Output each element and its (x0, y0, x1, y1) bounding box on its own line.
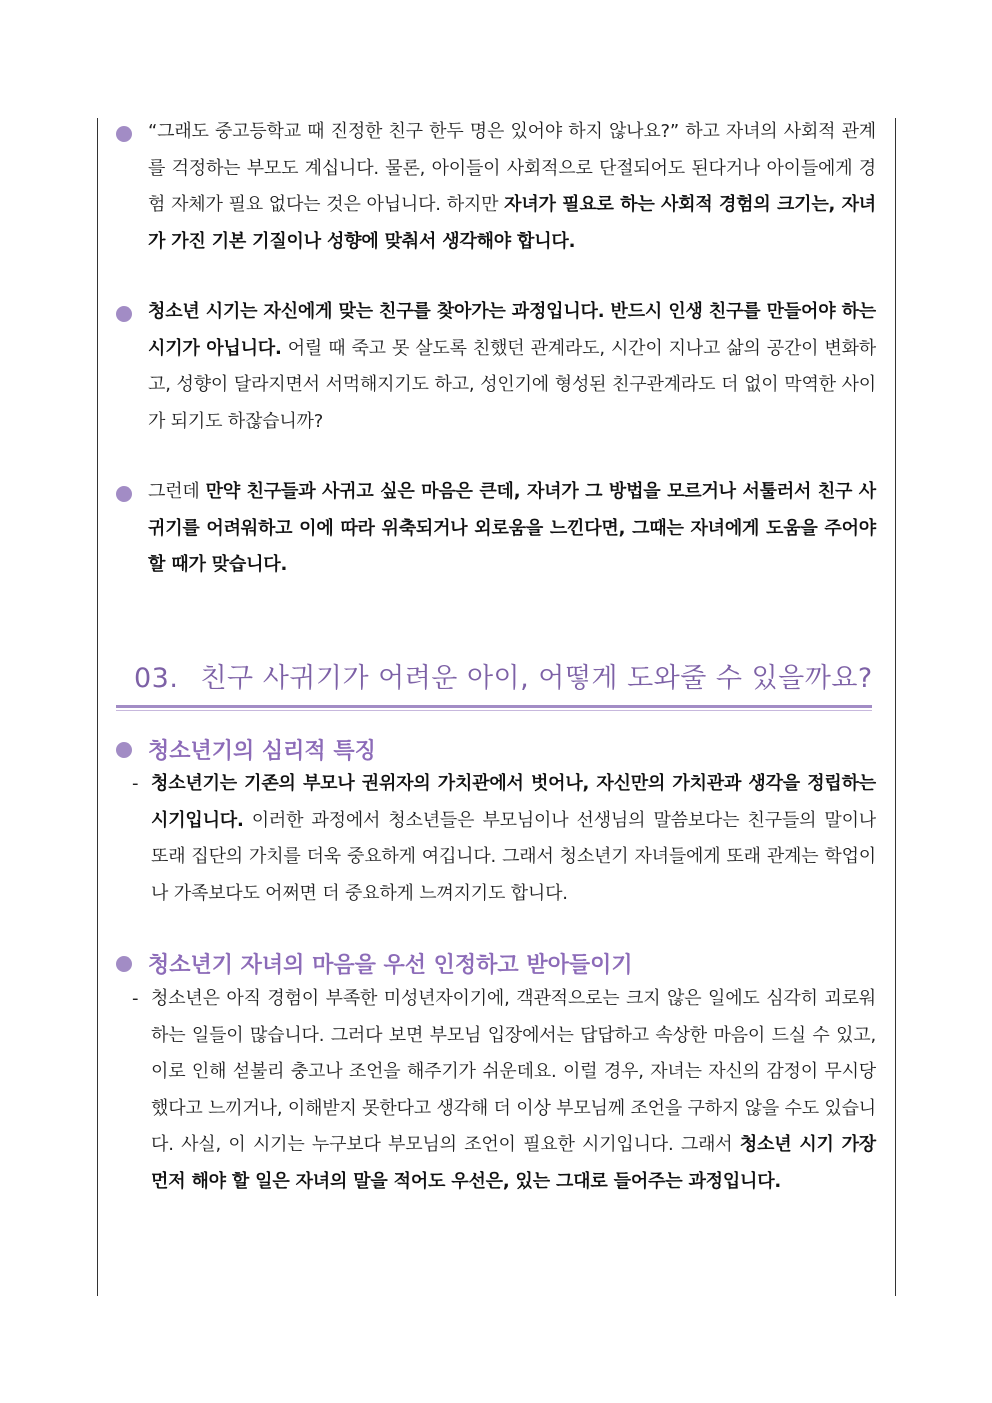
page-border-left (97, 118, 98, 1296)
emphasis-text: 자녀가 필요로 하는 사회적 경험의 크기는, 자녀가 가진 기본 기질이나 성향에 맞춰서 생각해야 합니다. (148, 194, 876, 252)
text-run: 이러한 과정에서 청소년들은 부모님이나 선생님의 말씀보다는 친구들의 말이나 또래 집단의 가치를 더욱 중요하게 여깁니다. 그래서 청소년기 자녀들에게 또래 관계는 학업이나 가족보다도 어쩌면 더 중요하게 느껴지기도 합니다. (151, 809, 876, 904)
subsection-heading-2 (116, 948, 633, 979)
paragraph-text (148, 294, 876, 440)
subsection-body-2 (132, 981, 876, 1200)
section-underline (116, 705, 872, 708)
text-run: 그런데 (148, 481, 206, 502)
section-number: 03. (134, 663, 179, 694)
bullet-dot-icon (116, 956, 132, 972)
bullet-dot-icon (116, 486, 132, 502)
emphasis-text: 만약 친구들과 사귀고 싶은 마음은 큰데, 자녀가 그 방법을 모르거나 서툴러서 친구 사귀기를 어려워하고 이에 따라 위축되거나 외로움을 느낀다면, 그때는 자녀에게 도움을 주어야 할 때가 맞습니다. (148, 481, 876, 575)
section-heading (134, 656, 874, 702)
dash-marker: - (132, 988, 139, 1009)
subsection-heading-1 (116, 734, 376, 765)
text-run: 청소년은 아직 경험이 부족한 미성년자이기에, 객관적으로는 크지 않은 일에도 심각히 괴로워하는 일들이 많습니다. 그러다 보면 부모님 입장에서는 답답하고 속상한 마음이 드실 수 있고, 이로 인해 섣불리 충고나 조언을 해주기가 쉬운데요. 이럴 경우, 자녀는 자신의 감정이 무시당했다고 느끼거나, 이해받지 못한다고 생각해 더 이상 부모님께 조언을 구하지 않을 수도 있습니다. 사실, 이 시기는 누구보다 부모님의 조언이 필요한 시기입니다. 그래서 (151, 988, 877, 1155)
paragraph-text (151, 766, 876, 912)
text-run: 어릴 때 죽고 못 살도록 친했던 관계라도, 시간이 지나고 삶의 공간이 변화하고, 성향이 달라지면서 서먹해지기도 하고, 성인기에 형성된 친구관계라도 더 없이 막역한 사이가 되기도 하잖습니까? (148, 337, 877, 432)
emphasis-text: 청소년기는 기존의 부모나 권위자의 가치관에서 벗어나, 자신만의 가치관과 생각을 정립하는 시기입니다. (151, 773, 876, 831)
subsection-body-1 (132, 766, 876, 912)
emphasis-text: 청소년 시기는 자신에게 맞는 친구를 찾아가는 과정입니다. 반드시 인생 친구를 만들어야 하는 시기가 아닙니다. (148, 301, 876, 359)
bullet-dot-icon (116, 306, 132, 322)
section-title-text: 친구 사귀기가 어려운 아이, 어떻게 도와줄 수 있을까요? (200, 663, 873, 694)
bullet-paragraph-3 (116, 474, 876, 584)
bullet-paragraph-2 (116, 294, 876, 440)
emphasis-text: 청소년 시기 가장 먼저 해야 할 일은 자녀의 말을 적어도 우선은, 있는 그대로 들어주는 과정입니다. (151, 1134, 876, 1192)
paragraph-text (148, 114, 876, 260)
paragraph-text (148, 474, 876, 584)
page-border-right (895, 118, 896, 1296)
bullet-dot-icon (116, 742, 132, 758)
text-run: “그래도 중고등학교 때 진정한 친구 한두 명은 있어야 하지 않나요?” 하고 자녀의 사회적 관계를 걱정하는 부모도 계십니다. 물론, 아이들이 사회적으로 단절되어도 된다거나 아이들에게 경험 자체가 필요 없다는 것은 아닙니다. 하지만 (148, 121, 876, 215)
subsection-heading-text: 청소년기의 심리적 특징 (148, 739, 376, 764)
paragraph-text (151, 981, 876, 1200)
bullet-dot-icon (116, 126, 132, 142)
dash-marker: - (132, 773, 139, 794)
section-underline-thin (116, 710, 872, 711)
bullet-paragraph-1 (116, 114, 876, 260)
subsection-heading-text: 청소년기 자녀의 마음을 우선 인정하고 받아들이기 (148, 953, 633, 978)
